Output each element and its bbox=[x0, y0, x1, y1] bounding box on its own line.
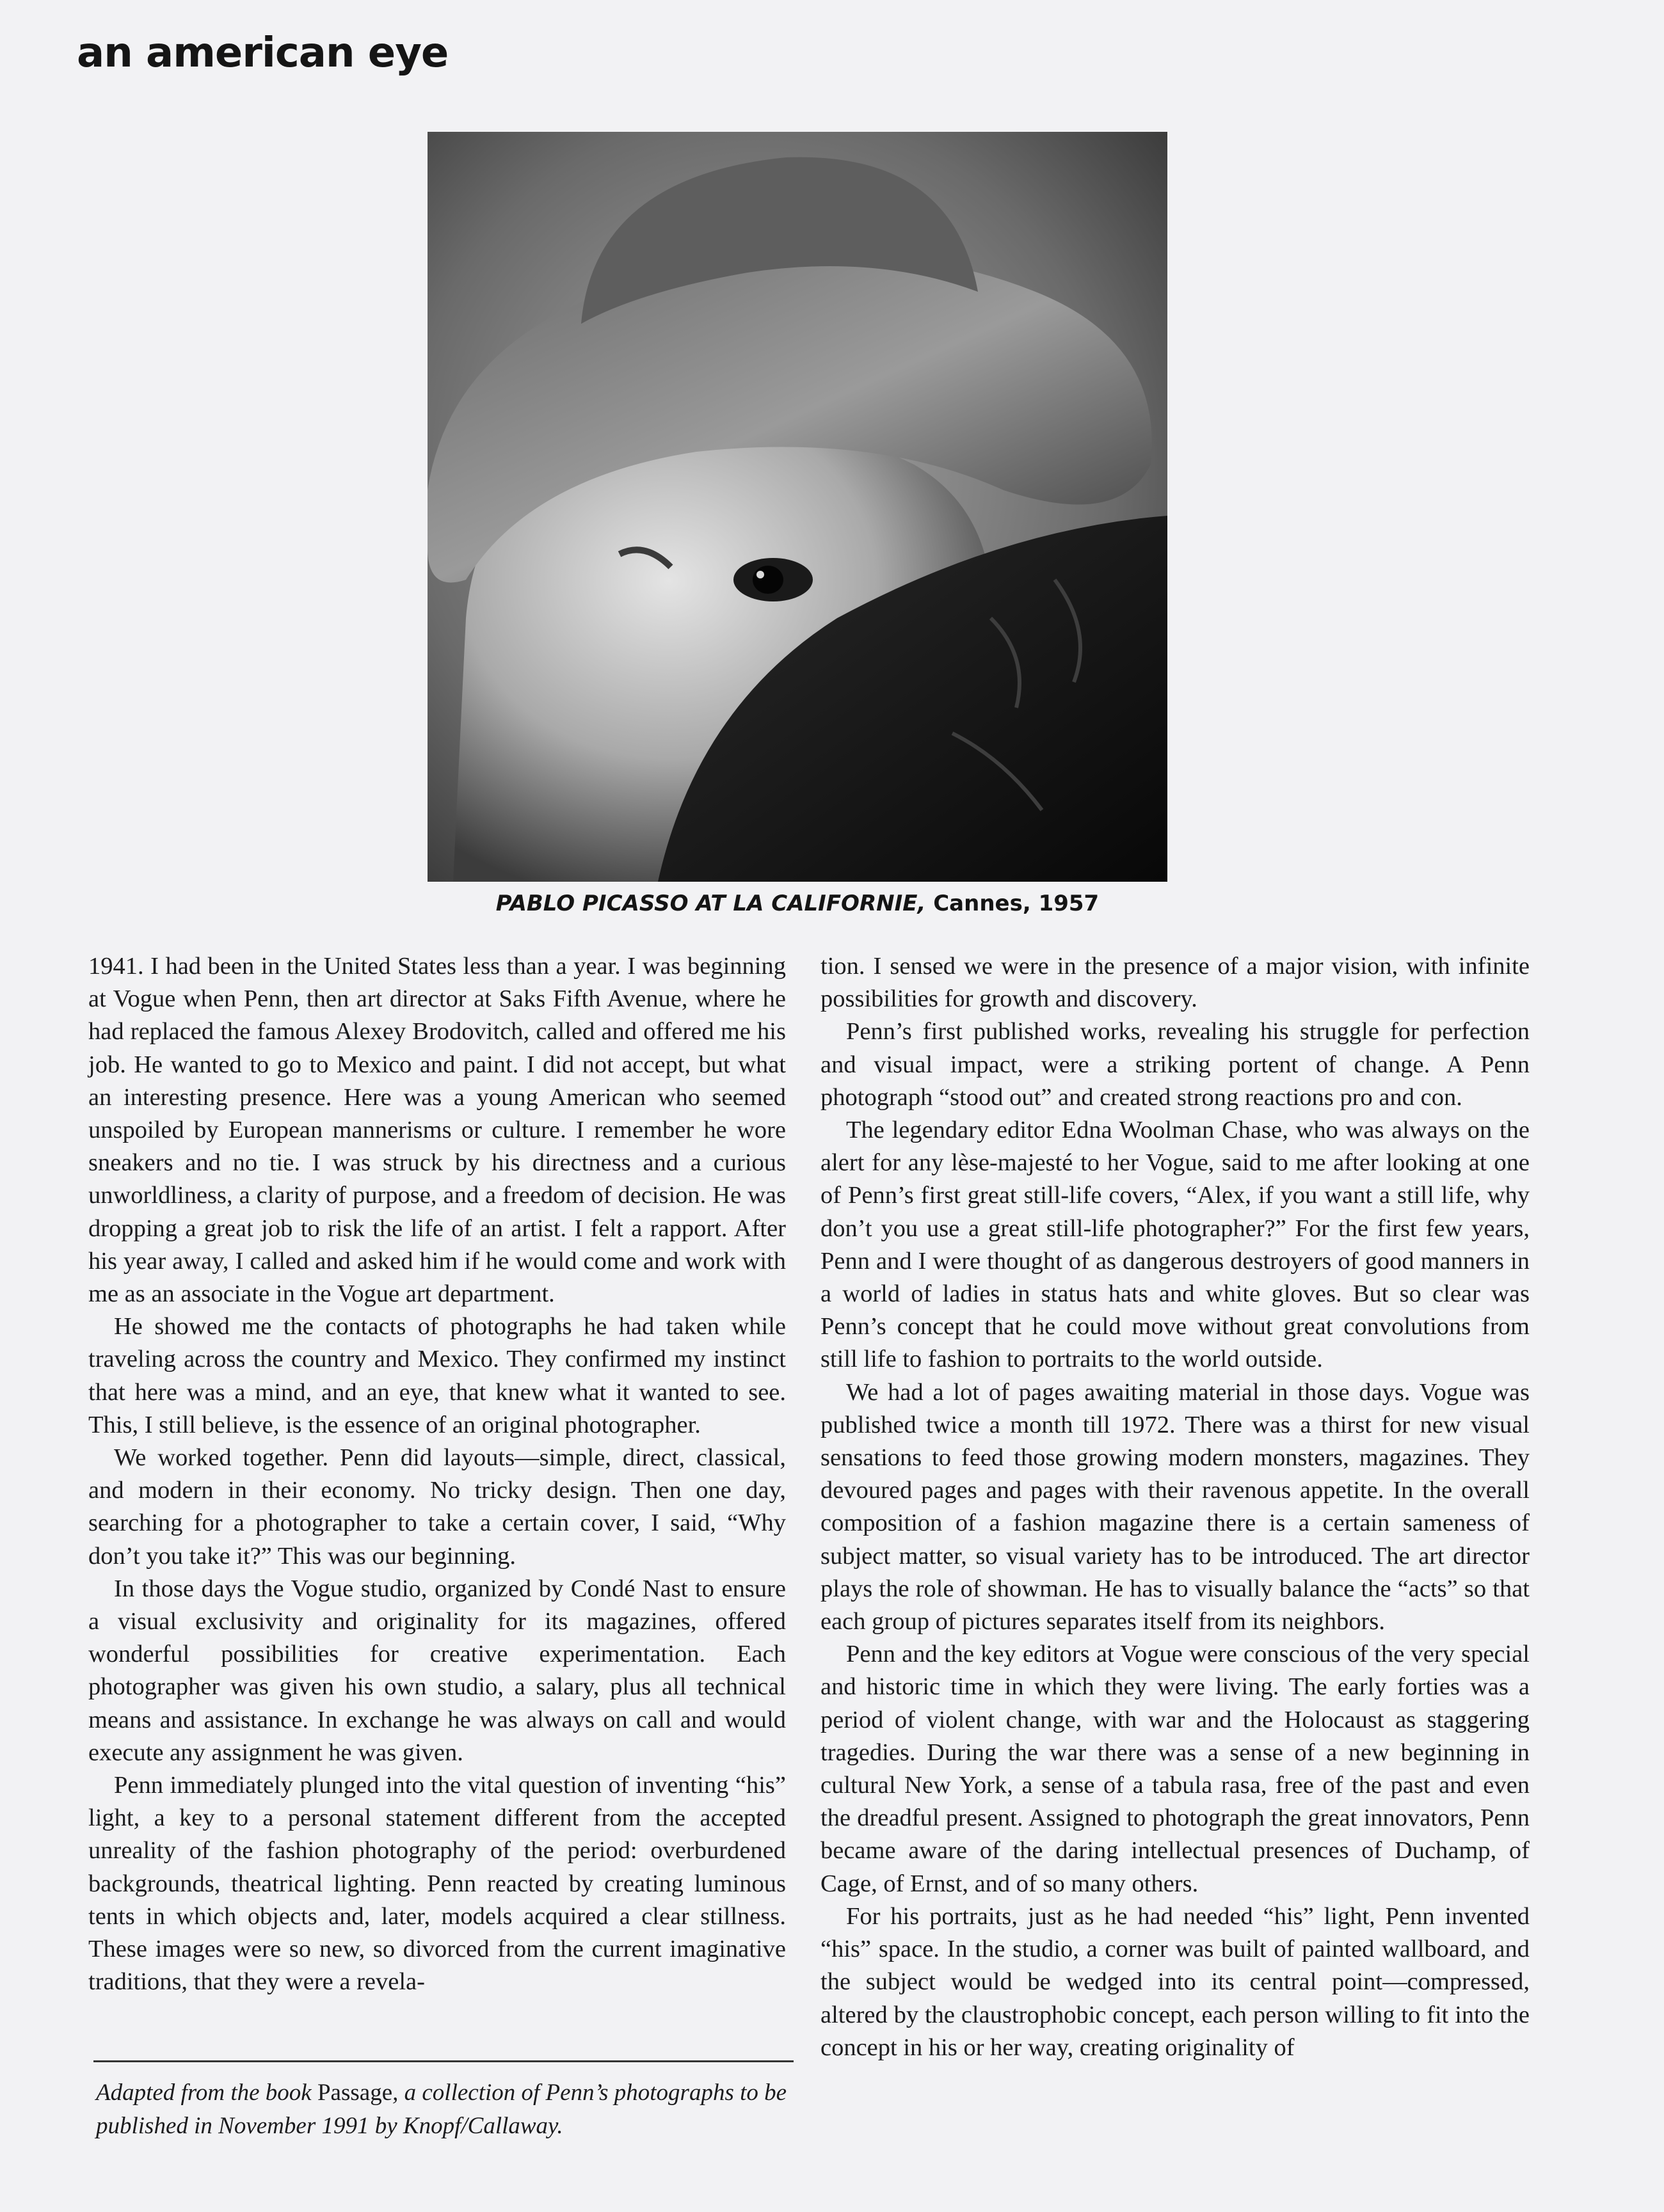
caption-title: PABLO PICASSO AT LA CALIFORNIE, bbox=[495, 891, 926, 916]
article-paragraph: In those days the Vogue studio, organized by Condé Nast to ensure a visual exclusivity and originality for its magazines, offered wonderful possibilities for creative experimentation. Each photographer was given his own studio, a salary, plus all technical means and assistance. In exchange he was always on call and would execute any assignment he was given. bbox=[88, 1575, 786, 1766]
article-paragraph: The legendary editor Edna Woolman Chase, who was always on the alert for any lèse-majesté to her Vogue, said to me after looking at one of Penn’s first great still-life covers, “Alex, if you want a still life, why don’t you use a great still-life photographer?” For the first few years, Penn and I were thought of as dangerous destroyers of good manners in a world of ladies in status hats and white gloves. But so clear was Penn’s concept that he could move without great convolutions from still life to fashion to portraits to the world outside. bbox=[820, 1117, 1530, 1373]
footnote-before: Adapted from the book bbox=[96, 2080, 317, 2106]
footnote-book-title: Passage bbox=[317, 2080, 393, 2106]
article-paragraph: He showed me the contacts of photographs he had taken while traveling across the country and Mexico. They confirmed my instinct that here was a mind, and an eye, that knew what it wanted to see. This, I still believe, is the essence of an original photographer. bbox=[88, 1313, 786, 1438]
portrait-photo bbox=[428, 132, 1167, 882]
caption-location-date: Cannes, 1957 bbox=[925, 891, 1100, 916]
article-paragraph: For his portraits, just as he had needed “his” light, Penn invented “his” space. In the studio, a corner was built of painted wallboard, and the subject would be wedged into its central point—compressed, altered by the claustrophobic concept, each person willing to fit into the concept in his or her way, creating originality of bbox=[820, 1902, 1530, 2061]
article-column-left bbox=[88, 950, 786, 1999]
photo-caption bbox=[428, 891, 1167, 916]
article-paragraph: Penn and the key editors at Vogue were conscious of the very special and historic time in which they were living. The early forties was a period of violent change, with war and the Holocaust as staggering tragedies. During the war there was a sense of a new beginning in cultural New York, a sense of a tabula rasa, free of the past and even the dreadful present. Assigned to photograph the great innovators, Penn became aware of the daring intellectual presences of Duchamp, of Cage, of Ernst, and of so many others. bbox=[820, 1641, 1530, 1897]
footnote-after: , a collection of Penn’s photographs to be published in November 1991 by Knopf/Callaway. bbox=[96, 2080, 787, 2139]
footnote-divider bbox=[93, 2060, 794, 2062]
article-paragraph: Penn’s first published works, revealing his struggle for perfection and visual impact, were a striking portent of change. A Penn photograph “stood out” and created strong reactions pro and con. bbox=[820, 1018, 1530, 1111]
article-paragraph: tion. I sensed we were in the presence of a major vision, with infinite possibilities for growth and discovery. bbox=[820, 953, 1530, 1013]
portrait-image bbox=[428, 132, 1167, 882]
article-paragraph: We had a lot of pages awaiting material in those days. Vogue was published twice a month till 1972. There was a thirst for new visual sensations to feed those growing modern monsters, magazines. They devoured pages and pages with their ravenous appetite. In the overall composition of a fashion magazine there is a certain sameness of subject matter, so visual variety has to be introduced. The art director plays the role of showman. He has to visually balance the “acts” so that each group of pictures separates itself from its neighbors. bbox=[820, 1378, 1530, 1635]
source-footnote bbox=[96, 2076, 806, 2143]
article-paragraph: Penn immediately plunged into the vital question of inventing “his” light, a key to a personal statement different from the accepted unreality of the fashion photography of the period: overburdened backgrounds, theatrical lighting. Penn reacted by creating luminous tents in which objects and, later, models acquired a clear stillness. These images were so new, so divorced from the current imaginative traditions, that they were a revela- bbox=[88, 1772, 786, 1996]
article-paragraph: 1941. I had been in the United States less than a year. I was beginning at Vogue when Penn, then art director at Saks Fifth Avenue, where he had replaced the famous Alexey Brodovitch, called and offered me his job. He wanted to go to Mexico and paint. I did not accept, but what an interesting presence. Here was a young American who seemed unspoiled by European mannerisms or culture. I remember he wore sneakers and no tie. I was struck by his directness and a curious unworldliness, a clarity of purpose, and a freedom of decision. He was dropping a great job to risk the life of an artist. I felt a rapport. After his year away, I called and asked him if he would come and work with me as an associate in the Vogue art department. bbox=[88, 953, 786, 1308]
article-paragraph: We worked together. Penn did layouts—simple, direct, classical, and modern in their economy. No tricky design. Then one day, searching for a photographer to take a certain cover, I said, “Why don’t you take it?” This was our beginning. bbox=[88, 1444, 786, 1570]
section-title: an american eye bbox=[77, 29, 449, 77]
article-column-right bbox=[820, 950, 1530, 2064]
